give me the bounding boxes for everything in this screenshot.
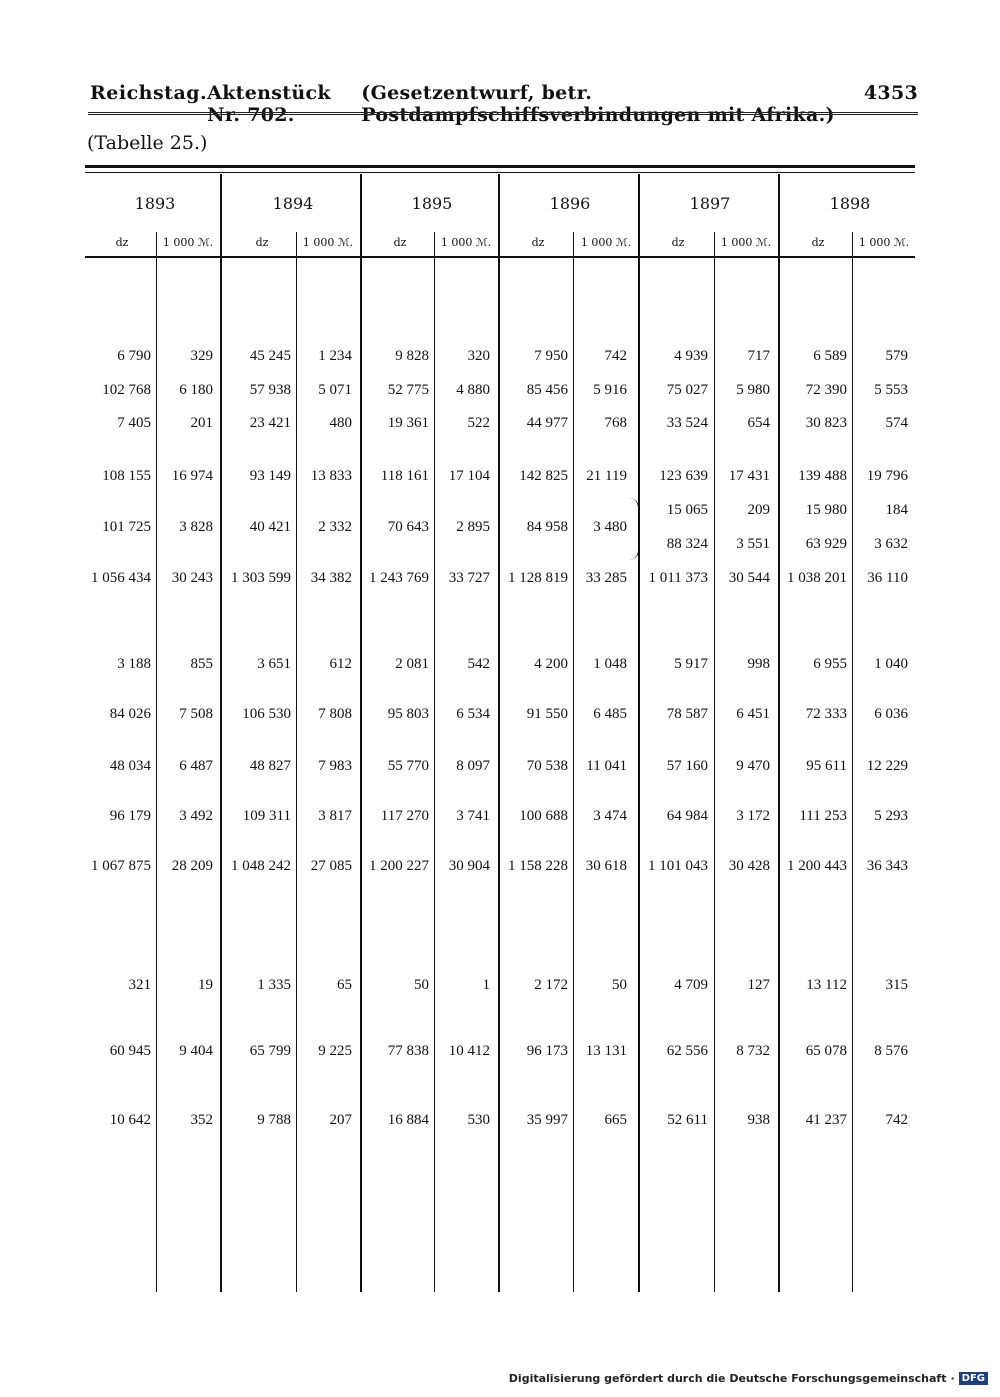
table-cell: 35 997 [526, 1112, 568, 1128]
table-cell: 2 081 [395, 656, 429, 672]
table-cell: 1 200 227 [369, 858, 429, 874]
unit-value-heading: 1 000 ℳ. [162, 236, 214, 249]
table-cell: 57 160 [666, 758, 708, 774]
table-cell: 52 611 [667, 1112, 708, 1128]
table-cell: 11 041 [586, 758, 627, 774]
table-cell: 19 361 [387, 415, 429, 431]
table-cell: 742 [885, 1112, 908, 1128]
table-cell: 127 [747, 977, 770, 993]
table-cell: 5 071 [318, 382, 352, 398]
table-cell: 106 530 [242, 706, 291, 722]
table-cell: 28 209 [171, 858, 213, 874]
table-cell: 530 [467, 1112, 490, 1128]
table-cell: 3 817 [318, 808, 352, 824]
table-cell: 3 474 [593, 808, 627, 824]
table-cell: 480 [329, 415, 352, 431]
table-cell: 96 173 [526, 1043, 568, 1059]
table-cell: 96 179 [109, 808, 151, 824]
year-heading: 1896 [549, 194, 591, 213]
table-cell: 33 524 [666, 415, 708, 431]
unit-column-divider [156, 232, 157, 1292]
table-cell: 85 456 [526, 382, 568, 398]
page-header [90, 82, 918, 126]
table-cell: 1 158 228 [508, 858, 568, 874]
table-cell: 30 823 [805, 415, 847, 431]
table-cell: 6 790 [117, 348, 151, 364]
unit-value-heading: 1 000 ℳ. [720, 236, 772, 249]
table-cell: 52 775 [387, 382, 429, 398]
table-cell: 84 958 [526, 519, 568, 535]
table-cell: 70 538 [526, 758, 568, 774]
table-cell: 7 808 [318, 706, 352, 722]
table-cell: 5 916 [593, 382, 627, 398]
unit-dz-heading: dz [811, 236, 825, 249]
unit-dz-heading: dz [115, 236, 129, 249]
table-cell: 95 611 [806, 758, 847, 774]
table-cell: 88 324 [666, 536, 708, 552]
table-cell: 352 [190, 1112, 213, 1128]
year-column-divider [638, 174, 640, 1292]
unit-value-heading: 1 000 ℳ. [858, 236, 910, 249]
table-cell: 7 950 [534, 348, 568, 364]
table-cell: 6 180 [179, 382, 213, 398]
table-cell: 3 741 [456, 808, 490, 824]
document-number: Aktenstück Nr. 702. [207, 82, 331, 126]
table-cell: 36 343 [866, 858, 908, 874]
unit-dz-heading: dz [671, 236, 685, 249]
table-cell: 329 [190, 348, 213, 364]
table-cell: 60 945 [109, 1043, 151, 1059]
table-cell: 1 128 819 [508, 570, 568, 586]
year-column-divider [498, 174, 500, 1292]
table-cell: 12 229 [866, 758, 908, 774]
header-rule [88, 112, 918, 115]
table-cell: 21 119 [586, 468, 627, 484]
table-cell: 1 303 599 [231, 570, 291, 586]
table-cell: 63 929 [805, 536, 847, 552]
table-cell: 9 788 [257, 1112, 291, 1128]
table-cell: 10 642 [109, 1112, 151, 1128]
footer-separator-icon: · [950, 1372, 955, 1385]
unit-dz-heading: dz [393, 236, 407, 249]
table-cell: 50 [414, 977, 429, 993]
table-cell: 2 895 [456, 519, 490, 535]
table-cell: 7 983 [318, 758, 352, 774]
table-cell: 201 [190, 415, 213, 431]
year-heading: 1898 [829, 194, 871, 213]
table-cell: 7 508 [179, 706, 213, 722]
table-cell: 3 172 [736, 808, 770, 824]
table-cell: 5 293 [874, 808, 908, 824]
unit-value-heading: 1 000 ℳ. [302, 236, 354, 249]
table-cell: 123 639 [659, 468, 708, 484]
table-cell: 3 632 [874, 536, 908, 552]
unit-column-divider [296, 232, 297, 1292]
table-cell: 1 048 [593, 656, 627, 672]
table-cell: 209 [747, 502, 770, 518]
table-cell: 65 078 [805, 1043, 847, 1059]
table-cell: 62 556 [666, 1043, 708, 1059]
table-cell: 41 237 [805, 1112, 847, 1128]
table-cell: 1 243 769 [369, 570, 429, 586]
table-cell: 4 880 [456, 382, 490, 398]
table-cell: 93 149 [249, 468, 291, 484]
year-heading: 1895 [411, 194, 453, 213]
table-cell: 5 553 [874, 382, 908, 398]
table-cell: 50 [612, 977, 627, 993]
table-cell: 574 [885, 415, 908, 431]
table-cell: 998 [747, 656, 770, 672]
table-cell: 612 [329, 656, 352, 672]
table-cell: 855 [190, 656, 213, 672]
table-cell: 9 225 [318, 1043, 352, 1059]
table-cell: 13 112 [806, 977, 847, 993]
table-cell: 522 [467, 415, 490, 431]
table-cell: 44 977 [526, 415, 568, 431]
table-cell: 2 172 [534, 977, 568, 993]
table-top-rule-thin [85, 172, 915, 173]
table-cell: 321 [128, 977, 151, 993]
table-cell: 579 [885, 348, 908, 364]
table-cell: 55 770 [387, 758, 429, 774]
table-cell: 6 487 [179, 758, 213, 774]
table-cell: 48 034 [109, 758, 151, 774]
table-cell: 1 040 [874, 656, 908, 672]
table-cell: 30 428 [728, 858, 770, 874]
unit-value-heading: 1 000 ℳ. [580, 236, 632, 249]
table-cell: 111 253 [799, 808, 847, 824]
table-cell: 34 382 [310, 570, 352, 586]
table-cell: 542 [467, 656, 490, 672]
year-heading: 1893 [134, 194, 176, 213]
table-cell: 95 803 [387, 706, 429, 722]
table-cell: 1 067 875 [91, 858, 151, 874]
table-cell: 1 335 [257, 977, 291, 993]
table-cell: 15 065 [666, 502, 708, 518]
table-cell: 101 725 [102, 519, 151, 535]
table-cell: 30 618 [585, 858, 627, 874]
table-cell: 6 955 [813, 656, 847, 672]
table-cell: 8 732 [736, 1043, 770, 1059]
table-cell: 9 404 [179, 1043, 213, 1059]
table-cell: 6 589 [813, 348, 847, 364]
table-cell: 27 085 [310, 858, 352, 874]
page-footer [509, 1372, 988, 1385]
table-cell: 102 768 [102, 382, 151, 398]
table-cell: 75 027 [666, 382, 708, 398]
table-cell: 665 [604, 1112, 627, 1128]
document-subject: (Gesetzentwurf, betr. Postdampfschiffsverbindungen mit Afrika.) [361, 82, 835, 126]
table-cell: 2 332 [318, 519, 352, 535]
table-cell: 9 828 [395, 348, 429, 364]
table-cell: 65 [337, 977, 352, 993]
table-cell: 17 104 [448, 468, 490, 484]
table-cell: 1 048 242 [231, 858, 291, 874]
table-cell: 70 643 [387, 519, 429, 535]
table-cell: 7 405 [117, 415, 151, 431]
publication-title: Reichstag. [90, 82, 208, 104]
dfg-logo: DFG [959, 1372, 988, 1385]
unit-column-divider [434, 232, 435, 1292]
table-cell: 6 534 [456, 706, 490, 722]
table-cell: 207 [329, 1112, 352, 1128]
table-cell: 3 551 [736, 536, 770, 552]
table-cell: 30 544 [728, 570, 770, 586]
table-cell: 142 825 [519, 468, 568, 484]
table-cell: 65 799 [249, 1043, 291, 1059]
table-cell: 6 485 [593, 706, 627, 722]
table-cell: 8 097 [456, 758, 490, 774]
table-cell: 30 904 [448, 858, 490, 874]
table-cell: 84 026 [109, 706, 151, 722]
table-cell: 938 [747, 1112, 770, 1128]
table-cell: 72 333 [805, 706, 847, 722]
table-cell: 742 [604, 348, 627, 364]
table-cell: 19 796 [866, 468, 908, 484]
table-cell: 19 [198, 977, 213, 993]
table-cell: 654 [747, 415, 770, 431]
year-heading: 1897 [689, 194, 731, 213]
table-cell: 13 131 [585, 1043, 627, 1059]
table-cell: 768 [604, 415, 627, 431]
table-cell: 3 651 [257, 656, 291, 672]
table-cell: 78 587 [666, 706, 708, 722]
table-cell: 1 056 434 [91, 570, 151, 586]
table-cell: 64 984 [666, 808, 708, 824]
table-cell: 5 917 [674, 656, 708, 672]
table-cell: 118 161 [380, 468, 429, 484]
table-cell: 91 550 [526, 706, 568, 722]
row-brace [628, 498, 639, 560]
table-cell: 320 [467, 348, 490, 364]
table-cell: 1 101 043 [648, 858, 708, 874]
table-cell: 33 727 [448, 570, 490, 586]
table-cell: 4 200 [534, 656, 568, 672]
table-cell: 3 492 [179, 808, 213, 824]
table-cell: 184 [885, 502, 908, 518]
table-cell: 15 980 [805, 502, 847, 518]
table-cell: 139 488 [798, 468, 847, 484]
table-label: (Tabelle 25.) [87, 132, 208, 154]
table-cell: 4 709 [674, 977, 708, 993]
table-cell: 8 576 [874, 1043, 908, 1059]
table-cell: 5 980 [736, 382, 770, 398]
table-cell: 13 833 [310, 468, 352, 484]
year-column-divider [360, 174, 362, 1292]
table-cell: 45 245 [249, 348, 291, 364]
table-cell: 33 285 [585, 570, 627, 586]
table-cell: 36 110 [867, 570, 908, 586]
table-cell: 40 421 [249, 519, 291, 535]
unit-dz-heading: dz [255, 236, 269, 249]
table-cell: 1 038 201 [787, 570, 847, 586]
table-cell: 57 938 [249, 382, 291, 398]
footer-text: Digitalisierung gefördert durch die Deutsche Forschungsgemeinschaft [508, 1372, 947, 1385]
table-cell: 717 [747, 348, 770, 364]
table-cell: 23 421 [249, 415, 291, 431]
table-top-rule [85, 165, 915, 168]
table-cell: 30 243 [171, 570, 213, 586]
table-header-rule [85, 256, 915, 258]
table-cell: 77 838 [387, 1043, 429, 1059]
table-cell: 16 884 [387, 1112, 429, 1128]
table-cell: 1 [482, 977, 490, 993]
table-cell: 6 451 [736, 706, 770, 722]
table-cell: 109 311 [242, 808, 291, 824]
table-cell: 1 234 [318, 348, 352, 364]
table-cell: 1 200 443 [787, 858, 847, 874]
unit-dz-heading: dz [531, 236, 545, 249]
year-column-divider [778, 174, 780, 1292]
table-cell: 48 827 [249, 758, 291, 774]
table-cell: 3 188 [117, 656, 151, 672]
table-cell: 72 390 [805, 382, 847, 398]
table-cell: 117 270 [380, 808, 429, 824]
table-cell: 108 155 [102, 468, 151, 484]
year-column-divider [220, 174, 222, 1292]
table-cell: 100 688 [519, 808, 568, 824]
table-cell: 16 974 [171, 468, 213, 484]
table-cell: 10 412 [448, 1043, 490, 1059]
unit-column-divider [852, 232, 853, 1292]
year-heading: 1894 [272, 194, 314, 213]
unit-column-divider [573, 232, 574, 1292]
table-cell: 9 470 [736, 758, 770, 774]
table-cell: 3 828 [179, 519, 213, 535]
table-cell: 4 939 [674, 348, 708, 364]
unit-value-heading: 1 000 ℳ. [440, 236, 492, 249]
page-number: 4353 [863, 82, 918, 104]
table-cell: 6 036 [874, 706, 908, 722]
table-cell: 315 [885, 977, 908, 993]
table-cell: 3 480 [593, 519, 627, 535]
table-cell: 1 011 373 [648, 570, 708, 586]
unit-column-divider [714, 232, 715, 1292]
table-cell: 17 431 [728, 468, 770, 484]
